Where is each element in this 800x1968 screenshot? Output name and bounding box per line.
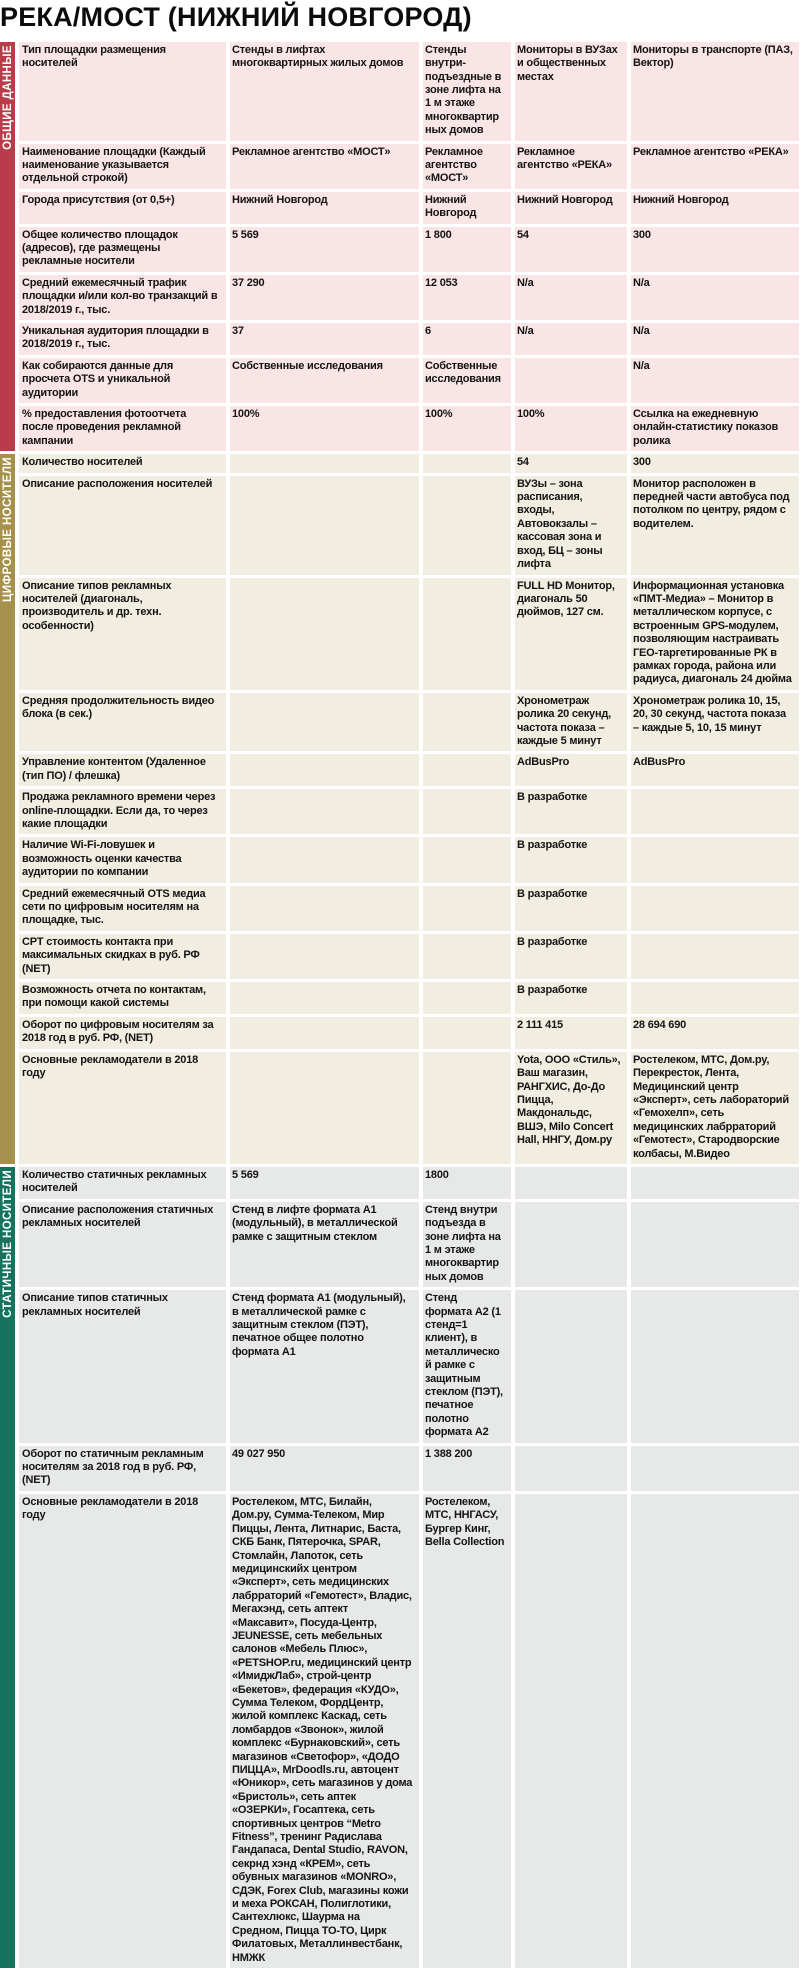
cell-col3: В разработке <box>515 837 627 882</box>
cell-col3: AdBusPro <box>515 754 627 786</box>
cell-col4: AdBusPro <box>631 754 799 786</box>
cell-col3 <box>515 1202 627 1287</box>
section-sidebar-1 <box>0 42 15 452</box>
page-title: РЕКА/МОСТ (НИЖНИЙ НОВГОРОД) <box>0 2 472 32</box>
cell-col1: 5 569 <box>230 227 419 272</box>
cell-col2 <box>423 886 511 931</box>
cell-col2 <box>423 578 511 690</box>
section-title: ЦИФРОВЫЕ НОСИТЕЛИ <box>1 457 14 603</box>
cell-col3: Мониторы в ВУЗах и общественных местах <box>515 42 627 141</box>
cell-col4: Мониторы в транспорте (ПАЗ, Вектор) <box>631 42 799 141</box>
cell-col4: Рекламное агентство «РЕКА» <box>631 144 799 189</box>
cell-col3: В разработке <box>515 982 627 1014</box>
cell-col2 <box>423 476 511 575</box>
cell-col2 <box>423 454 511 472</box>
cell-col2: 100% <box>423 406 511 451</box>
cell-col2: 1 388 200 <box>423 1446 511 1491</box>
cell-col2: 1 800 <box>423 227 511 272</box>
cell-col3: В разработке <box>515 789 627 834</box>
cell-col3 <box>515 1290 627 1442</box>
cell-col1: 100% <box>230 406 419 451</box>
cell-col1: Стенд в лифте формата А1 (модульный), в металлической рамке с защитным стеклом <box>230 1202 419 1287</box>
row-label: Общее количество площадок (адресов), где размещены рекламные носители <box>19 227 226 272</box>
section-sidebar-2 <box>0 454 15 1164</box>
cell-col1: Стенд формата А1 (модульный), в металлической рамке с защитным стеклом (ПЭТ), печатное общее полотно формата А1 <box>230 1290 419 1442</box>
cell-col3 <box>515 1446 627 1491</box>
section-sidebar-3 <box>0 1167 15 1968</box>
cell-col2 <box>423 693 511 752</box>
cell-col2: Собственные исследования <box>423 358 511 403</box>
cell-col1 <box>230 476 419 575</box>
cell-col3: N/a <box>515 275 627 320</box>
cell-col3: Хронометраж ролика 20 секунд, частота показа – каждые 5 минут <box>515 693 627 752</box>
cell-col3: В разработке <box>515 934 627 979</box>
cell-col4: Информационная установка «ПМТ-Медиа» – Монитор в металлическом корпусе, с встроенным GPS-модулем, позволяющим настраивать ГЕО-таргетированные РК в рамках города, района или радиуса, диагональ 24 дюйма <box>631 578 799 690</box>
cell-col4: Ростелеком, МТС, Дом.ру, Перекресток, Лента, Медицинский центр «Эксперт», сеть лабораторий «Гемохелп», сеть медицинских лабрраторий «Гемотест», Стародворские колбасы, М.Видео <box>631 1052 799 1164</box>
cell-col1: Стенды в лифтах многоквартирных жилых домов <box>230 42 419 141</box>
cell-col2 <box>423 789 511 834</box>
cell-col1: Собственные исследования <box>230 358 419 403</box>
cell-col3: 100% <box>515 406 627 451</box>
row-label: Продажа рекламного времени через online-площадки. Если да, то через какие площадки <box>19 789 226 834</box>
cell-col3: 54 <box>515 454 627 472</box>
row-label: Уникальная аудитория площадки в 2018/2019 г., тыс. <box>19 323 226 355</box>
cell-col2: Стенды внутри-подъездные в зоне лифта на 1 м этаже многоквартирных домов <box>423 42 511 141</box>
cell-col2 <box>423 1017 511 1049</box>
row-label: Основные рекламодатели в 2018 году <box>19 1494 226 1968</box>
row-label: Средний ежемесячный трафик площадки и/или кол-во транзакций в 2018/2019 г., тыс. <box>19 275 226 320</box>
cell-col4 <box>631 1446 799 1491</box>
row-label: Управление контентом (Удаленное (тип ПО) / флешка) <box>19 754 226 786</box>
cell-col2: Стенд формата А2 (1 стенд=1 клиент), в металлической рамке с защитным стеклом (ПЭТ), печатное полотно формата А2 <box>423 1290 511 1442</box>
cell-col4 <box>631 934 799 979</box>
cell-col4 <box>631 886 799 931</box>
cell-col1 <box>230 1017 419 1049</box>
cell-col1 <box>230 886 419 931</box>
cell-col4: Хронометраж ролика 10, 15, 20, 30 секунд, частота показа – каждые 5, 10, 15 минут <box>631 693 799 752</box>
cell-col4: N/a <box>631 358 799 403</box>
cell-col3: Yota, ООО «Стиль», Ваш магазин, РАНГХИС, До-До Пицца, Макдональдс, ВШЭ, Milo Concert Hall, ННГУ, Дом.ру <box>515 1052 627 1164</box>
comparison-table <box>0 42 800 1968</box>
row-label: Оборот по цифровым носителям за 2018 год в руб. РФ, (NET) <box>19 1017 226 1049</box>
cell-col1 <box>230 1052 419 1164</box>
cell-col4: 28 694 690 <box>631 1017 799 1049</box>
cell-col4: N/a <box>631 323 799 355</box>
infographic-page <box>0 2 800 1964</box>
row-label: Описание типов рекламных носителей (диагональ, производитель и др. техн. особенности) <box>19 578 226 690</box>
cell-col2: Нижний Новгород <box>423 192 511 224</box>
cell-col4: N/a <box>631 275 799 320</box>
cell-col4 <box>631 982 799 1014</box>
cell-col3 <box>515 1167 627 1199</box>
cell-col3: FULL HD Монитор, диагональ 50 дюймов, 127 см. <box>515 578 627 690</box>
cell-col2: 6 <box>423 323 511 355</box>
cell-col2: 12 053 <box>423 275 511 320</box>
cell-col3: ВУЗы – зона расписания, входы, Автовокзалы – кассовая зона и вход, БЦ – зоны лифта <box>515 476 627 575</box>
cell-col4: Нижний Новгород <box>631 192 799 224</box>
row-label: Средний ежемесячный OTS медиа сети по цифровым носителям на площадке, тыс. <box>19 886 226 931</box>
cell-col2: Ростелеком, МТС, ННГАСУ, Бургер Кинг, Bella Collection <box>423 1494 511 1968</box>
section-title: СТАТИЧНЫЕ НОСИТЕЛИ <box>1 1169 14 1318</box>
cell-col3: В разработке <box>515 886 627 931</box>
cell-col1: Нижний Новгород <box>230 192 419 224</box>
cell-col1 <box>230 754 419 786</box>
cell-col4 <box>631 1290 799 1442</box>
cell-col4 <box>631 837 799 882</box>
row-label: Описание типов статичных рекламных носителей <box>19 1290 226 1442</box>
cell-col2 <box>423 837 511 882</box>
row-label: Наименование площадки (Каждый наименование указывается отдельной строкой) <box>19 144 226 189</box>
cell-col1: Ростелеком, МТС, Билайн, Дом.ру, Сумма-Телеком, Мир Пиццы, Лента, Литнарис, Баста, СКБ Банк, Пятерочка, SPAR, Стомлайн, Лапоток, сеть медицинскийх центром «Эксперт», сеть медицинских лабрраторий «Гемотест», Владис, Мегахэнд, сеть аптект «Максавит», Посуда-Центр, JEUNESSE, сеть мебельных салонов «Мебель Плюс», «PETSHOP.ru, медицинский центр «ИмиджЛаб», строй-центр «Бекетов», федерация «КУДО», Сумма Телеком, ФордЦентр, жилой комплекс Каскад, сеть ломбардов «Звонок», жилой комплекс «Бурнаковский», сеть магазинов «Светофор», «ДОДО ПИЦЦА», MrDoodls.ru, автоцент «Юникор», сеть магазинов у дома «Бристоль», сеть аптек «ОЗЕРКИ», Госаптека, сеть спортивных центров “Metro Fitness”, тренинг Радислава Гандапаса, Dental Studio, RAVON, секрнд хэнд «КРЕМ», сеть обувных магазинов «MONRO», СДЭК, Forex Club, магазины кожи и меха РОКСАН, Полиглотики, Сантехлюкс, Шаурма на Средном, Пицца ТО-ТО, Цирк Филатовых, Металлинвестбанк, НМЖК <box>230 1494 419 1968</box>
cell-col1: 49 027 950 <box>230 1446 419 1491</box>
cell-col3: N/a <box>515 323 627 355</box>
cell-col2 <box>423 934 511 979</box>
row-label: Основные рекламодатели в 2018 году <box>19 1052 226 1164</box>
row-label: Описание расположения носителей <box>19 476 226 575</box>
cell-col1: 37 <box>230 323 419 355</box>
cell-col2: Рекламное агентство «МОСТ» <box>423 144 511 189</box>
row-label: Количество носителей <box>19 454 226 472</box>
section-title: ОБЩИЕ ДАННЫЕ <box>1 44 14 150</box>
cell-col1: 37 290 <box>230 275 419 320</box>
cell-col1 <box>230 934 419 979</box>
cell-col4 <box>631 1167 799 1199</box>
cell-col3 <box>515 1494 627 1968</box>
cell-col2 <box>423 1052 511 1164</box>
row-label: Оборот по статичным рекламным носителям за 2018 год в руб. РФ, (NET) <box>19 1446 226 1491</box>
cell-col1 <box>230 789 419 834</box>
cell-col1 <box>230 693 419 752</box>
row-label: Города присутствия (от 0,5+) <box>19 192 226 224</box>
cell-col4 <box>631 1494 799 1968</box>
row-label: CPT стоимость контакта при максимальных скидках в руб. РФ (NET) <box>19 934 226 979</box>
cell-col1: 5 569 <box>230 1167 419 1199</box>
row-label: Описание расположения статичных рекламных носителей <box>19 1202 226 1287</box>
cell-col4: 300 <box>631 454 799 472</box>
cell-col2 <box>423 982 511 1014</box>
cell-col3: 54 <box>515 227 627 272</box>
row-label: % предоставления фотоотчета после проведения рекламной кампании <box>19 406 226 451</box>
cell-col2: Стенд внутри подъезда в зоне лифта на 1 м этаже многоквартирных домов <box>423 1202 511 1287</box>
row-label: Как собираются данные для просчета OTS и уникальной аудитории <box>19 358 226 403</box>
section-3 <box>0 1167 800 1968</box>
row-label: Средняя продолжительность видео блока (в сек.) <box>19 693 226 752</box>
cell-col3: Нижний Новгород <box>515 192 627 224</box>
cell-col4: Монитор расположен в передней части автобуса под потолком по центру, рядом с водителем. <box>631 476 799 575</box>
cell-col3: Рекламное агентство «РЕКА» <box>515 144 627 189</box>
cell-col4: Ссылка на ежедневную онлайн-статистику показов ролика <box>631 406 799 451</box>
cell-col1 <box>230 982 419 1014</box>
row-label: Возможность отчета по контактам, при помощи какой системы <box>19 982 226 1014</box>
cell-col1 <box>230 454 419 472</box>
cell-col3: 2 111 415 <box>515 1017 627 1049</box>
cell-col4: 300 <box>631 227 799 272</box>
cell-col1 <box>230 578 419 690</box>
row-label: Наличие Wi-Fi-ловушек и возможность оценки качества аудитории по компании <box>19 837 226 882</box>
cell-col4 <box>631 789 799 834</box>
cell-col4 <box>631 1202 799 1287</box>
row-label: Количество статичных рекламных носителей <box>19 1167 226 1199</box>
section-2 <box>0 454 800 1164</box>
cell-col1: Рекламное агентство «МОСТ» <box>230 144 419 189</box>
section-1 <box>0 42 800 452</box>
cell-col1 <box>230 837 419 882</box>
cell-col2: 1800 <box>423 1167 511 1199</box>
cell-col3 <box>515 358 627 403</box>
cell-col2 <box>423 754 511 786</box>
row-label: Тип площадки размещения носителей <box>19 42 226 141</box>
